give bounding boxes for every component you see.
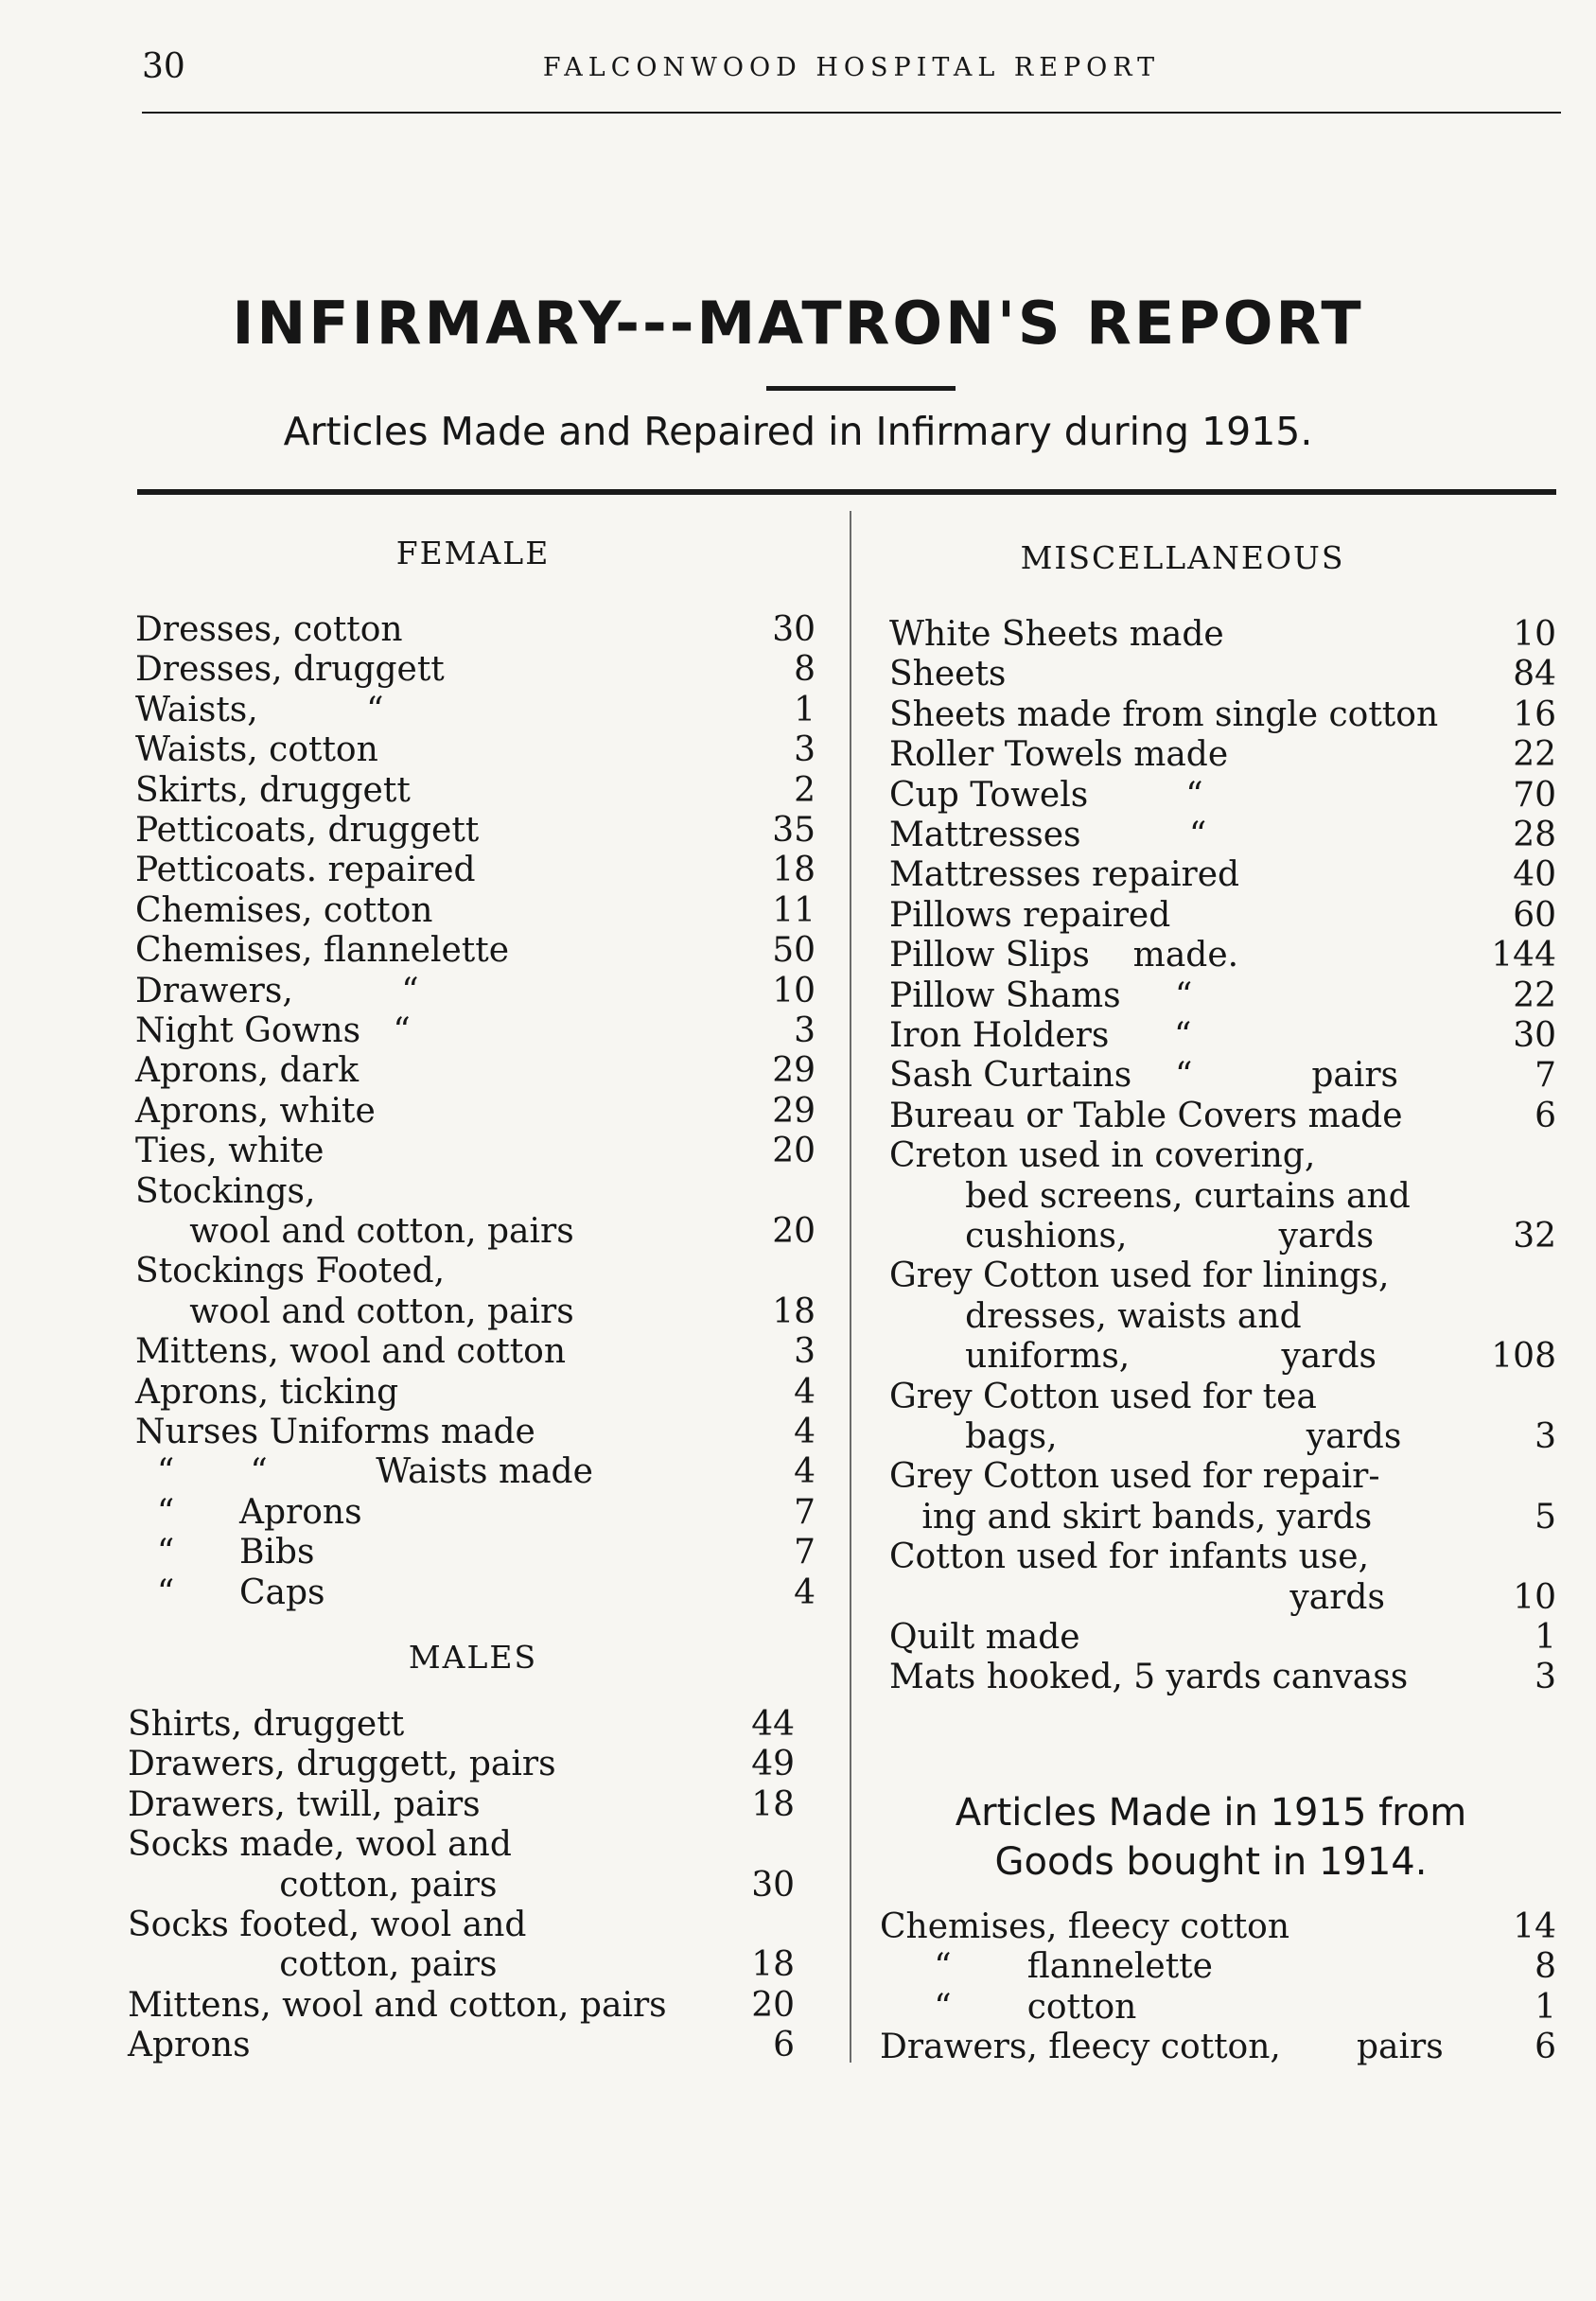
list-item-label: Ties, white <box>135 1132 324 1171</box>
list-item-label: “ flannelette <box>880 1947 1213 1987</box>
list-item-value: 4 <box>794 1413 816 1451</box>
list-item-value: 30 <box>751 1865 795 1905</box>
list-item-value: 108 <box>1491 1337 1556 1377</box>
list-item-label: Drawers, twill, pairs <box>128 1784 481 1824</box>
list-item-value: 6 <box>1535 2028 1556 2067</box>
list-item-value: 22 <box>1513 975 1556 1015</box>
list-item-value: 3 <box>1535 1417 1556 1456</box>
list-item-value: 8 <box>1535 1947 1556 1987</box>
list-item-value: 1 <box>1535 1618 1556 1657</box>
list-item-label: Stockings Footed, <box>135 1252 446 1291</box>
running-title: FALCONWOOD HOSPITAL REPORT <box>542 53 1161 82</box>
list-item-label: Petticoats, druggett <box>135 811 480 850</box>
list-item-value: 5 <box>1535 1497 1556 1537</box>
males-heading: MALES <box>408 1639 538 1676</box>
list-item-value: 2 <box>794 770 816 810</box>
list-item-value: 1 <box>1535 1987 1556 2027</box>
list-item-label: Chemises, fleecy cotton <box>880 1907 1290 1946</box>
list-item-value: 3 <box>1535 1658 1556 1697</box>
list-item-label: “ Bibs <box>135 1533 315 1572</box>
goods-1914-heading-line2: Goods bought in 1914. <box>994 1840 1428 1884</box>
list-item-value: 4 <box>794 1372 816 1412</box>
list-item-value: 32 <box>1513 1217 1556 1256</box>
list-item-label: Sheets made from single cotton <box>889 694 1439 734</box>
list-item-value: 40 <box>1513 855 1556 895</box>
list-item-value: 28 <box>1513 816 1556 854</box>
list-item-label: Stockings, <box>135 1171 316 1211</box>
list-item-label: Chemises, flannelette <box>135 931 510 971</box>
list-item-label: Grey Cotton used for linings, <box>889 1256 1390 1296</box>
list-item-value: 84 <box>1513 655 1556 694</box>
list-item-label: Drawers, fleecy cotton, pairs <box>880 2028 1444 2067</box>
list-item-value: 4 <box>794 1572 816 1612</box>
list-item-label: Iron Holders “ <box>889 1016 1192 1055</box>
list-item-label: Socks made, wool and <box>128 1825 512 1865</box>
list-item-label: Petticoats. repaired <box>135 851 476 890</box>
list-item-label: Creton used in covering, <box>889 1136 1316 1176</box>
report-title: INFIRMARY---MATRON'S REPORT <box>232 289 1364 358</box>
list-item-label: Mittens, wool and cotton, pairs <box>128 1985 667 2025</box>
list-item-value: 18 <box>772 1291 816 1331</box>
list-item-value: 35 <box>772 811 816 850</box>
list-item-label: bed screens, curtains and <box>889 1176 1411 1216</box>
list-item-value: 3 <box>794 1332 816 1372</box>
list-item-label: “ cotton <box>880 1987 1137 2027</box>
list-item-label: Skirts, druggett <box>135 770 411 810</box>
list-item-label: cotton, pairs <box>128 1865 498 1905</box>
list-item-value: 7 <box>1535 1056 1556 1096</box>
list-item-value: 3 <box>794 730 816 770</box>
list-item-value: 22 <box>1513 735 1556 775</box>
list-item-value: 6 <box>1535 1096 1556 1135</box>
list-item-label: Aprons, dark <box>135 1051 360 1091</box>
list-item-label: dresses, waists and <box>889 1296 1302 1336</box>
list-item-label: Nurses Uniforms made <box>135 1413 535 1451</box>
list-item-label: Roller Towels made <box>889 735 1229 775</box>
list-item-label: White Sheets made <box>889 615 1224 654</box>
list-item-label: cushions, yards <box>889 1217 1375 1256</box>
list-item-value: 144 <box>1491 936 1556 975</box>
list-item-label: “ Aprons <box>135 1492 362 1532</box>
list-item-label: uniforms, yards <box>889 1337 1377 1377</box>
list-item-value: 10 <box>1513 1577 1556 1617</box>
list-item-value: 60 <box>1513 895 1556 935</box>
list-item-value: 4 <box>794 1452 816 1492</box>
list-item-label: ing and skirt bands, yards <box>889 1497 1373 1537</box>
list-item-value: 8 <box>794 650 816 690</box>
list-item-value: 3 <box>794 1011 816 1050</box>
list-item-value: 20 <box>772 1212 816 1251</box>
list-item-value: 14 <box>1513 1907 1556 1946</box>
list-item-label: Dresses, cotton <box>135 610 403 649</box>
female-heading: FEMALE <box>395 535 551 571</box>
list-item-value: 30 <box>772 610 816 649</box>
list-item-label: Mats hooked, 5 yards canvass <box>889 1658 1409 1697</box>
page-number: 30 <box>142 47 185 86</box>
list-item-value: 7 <box>794 1533 816 1572</box>
list-item-value: 20 <box>751 1985 795 2025</box>
header-rule <box>142 112 1561 114</box>
list-item-value: 44 <box>751 1705 795 1744</box>
list-item-label: Mattresses “ <box>889 816 1207 854</box>
list-item-value: 29 <box>772 1091 816 1131</box>
miscellaneous-heading: MISCELLANEOUS <box>1020 539 1345 576</box>
list-item-label: Sheets <box>889 655 1007 694</box>
list-item-value: 29 <box>772 1051 816 1091</box>
list-item-label: wool and cotton, pairs <box>135 1212 574 1251</box>
list-item-value: 18 <box>772 851 816 890</box>
list-item-value: 11 <box>772 890 816 930</box>
list-item-label: Pillow Slips made. <box>889 936 1239 975</box>
list-item-label: Dresses, druggett <box>135 650 445 690</box>
list-item-label: Pillows repaired <box>889 895 1171 935</box>
list-item-value: 50 <box>772 931 816 971</box>
list-item-value: 10 <box>1513 615 1556 654</box>
list-item-value: 1 <box>794 690 816 729</box>
subtitle-rule <box>137 489 1556 495</box>
list-item-label: Drawers, “ <box>135 971 419 1010</box>
list-item-label: Aprons, ticking <box>135 1372 399 1412</box>
list-item-value: 18 <box>751 1784 795 1824</box>
running-head <box>142 47 1561 104</box>
list-item-value: 20 <box>772 1132 816 1171</box>
list-item-label: Pillow Shams “ <box>889 975 1193 1015</box>
list-item-label: yards <box>889 1577 1385 1617</box>
list-item-label: Mattresses repaired <box>889 855 1240 895</box>
goods-1914-heading-line1: Articles Made in 1915 from <box>955 1791 1467 1835</box>
list-item-label: Shirts, druggett <box>128 1705 405 1744</box>
list-item-label: Waists, “ <box>135 690 384 729</box>
list-item-label: “ Caps <box>135 1572 325 1612</box>
list-item-label: wool and cotton, pairs <box>135 1291 574 1331</box>
list-item-label: Aprons, white <box>135 1091 376 1131</box>
list-item-value: 16 <box>1513 694 1556 734</box>
list-item-value: 49 <box>751 1745 795 1784</box>
list-item-label: Socks footed, wool and <box>128 1906 527 1944</box>
list-item-value: 10 <box>772 971 816 1010</box>
title-underline <box>766 386 956 391</box>
list-item-label: Bureau or Table Covers made <box>889 1096 1403 1135</box>
list-item-value: 7 <box>794 1492 816 1532</box>
list-item-label: Aprons <box>128 2026 251 2065</box>
list-item-label: “ “ Waists made <box>135 1452 593 1492</box>
list-item-label: Quilt made <box>889 1618 1080 1657</box>
list-item-label: Waists, cotton <box>135 730 378 770</box>
list-item-label: Grey Cotton used for repair- <box>889 1457 1380 1497</box>
list-item-label: Grey Cotton used for tea <box>889 1377 1317 1416</box>
list-item-value: 18 <box>751 1945 795 1985</box>
list-item-label: Night Gowns “ <box>135 1011 411 1050</box>
list-item-label: Drawers, druggett, pairs <box>128 1745 556 1784</box>
list-item-label: Chemises, cotton <box>135 890 433 930</box>
list-item-label: bags, yards <box>889 1417 1402 1456</box>
column-divider <box>850 511 851 2063</box>
list-item-label: Cup Towels “ <box>889 775 1203 815</box>
list-item-label: cotton, pairs <box>128 1945 498 1985</box>
list-item-label: Mittens, wool and cotton <box>135 1332 567 1372</box>
list-item-value: 30 <box>1513 1016 1556 1055</box>
report-subtitle: Articles Made and Repaired in Infirmary during 1915. <box>283 409 1313 454</box>
list-item-label: Sash Curtains “ pairs <box>889 1056 1399 1096</box>
list-item-label: Cotton used for infants use, <box>889 1537 1370 1577</box>
list-item-value: 70 <box>1513 775 1556 815</box>
list-item-value: 6 <box>773 2026 795 2065</box>
